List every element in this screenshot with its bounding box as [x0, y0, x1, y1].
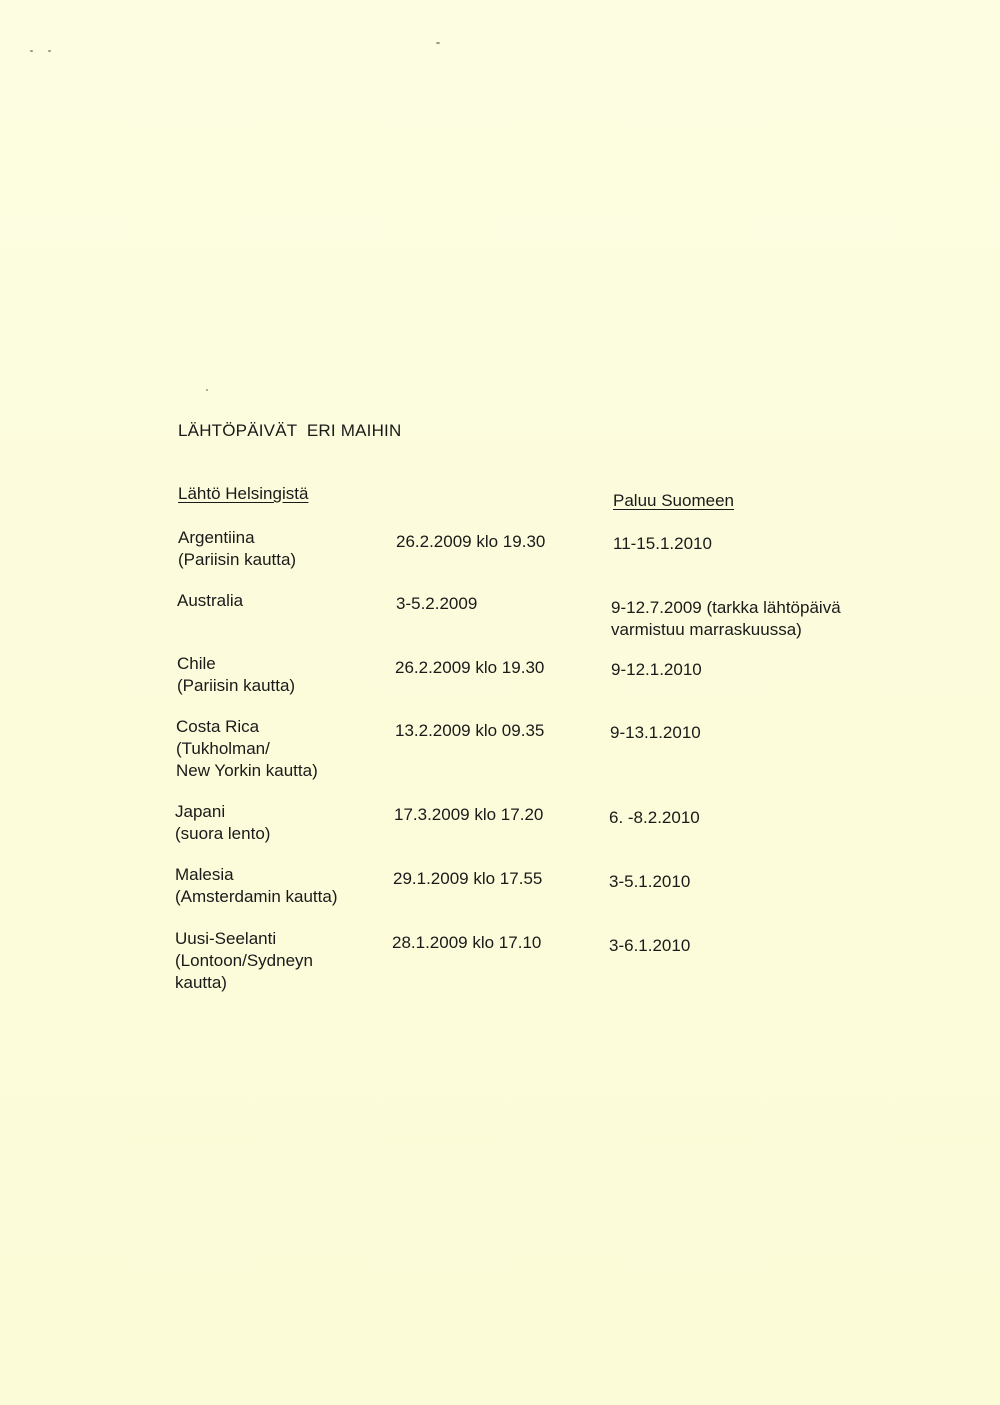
country-name: Chile — [177, 654, 216, 673]
country-cell — [178, 527, 296, 571]
country-name: Australia — [177, 591, 244, 610]
departure-cell: 26.2.2009 klo 19.30 — [395, 658, 545, 677]
departure-cell: 29.1.2009 klo 17.55 — [393, 869, 543, 888]
scan-speck — [48, 50, 51, 52]
route-note: (Pariisin kautta) — [178, 550, 297, 569]
route-note: (Amsterdamin kautta) — [175, 887, 338, 906]
return-cell: 11-15.1.2010 — [613, 534, 712, 553]
country-cell — [176, 716, 318, 782]
scan-speck — [206, 389, 208, 391]
route-note: kautta) — [175, 973, 227, 992]
country-cell — [177, 653, 295, 697]
departure-cell: 26.2.2009 klo 19.30 — [396, 532, 546, 551]
return-note: varmistuu marraskuussa) — [611, 620, 802, 639]
return-cell — [611, 597, 841, 641]
departure-cell: 13.2.2009 klo 09.35 — [395, 721, 545, 740]
departure-cell: 3-5.2.2009 — [396, 594, 478, 613]
departure-cell: 28.1.2009 klo 17.10 — [392, 933, 542, 952]
scan-speck — [436, 42, 440, 44]
departure-cell: 17.3.2009 klo 17.20 — [394, 805, 544, 824]
scan-speck — [30, 50, 33, 52]
country-name: Malesia — [175, 865, 234, 884]
country-name: Argentiina — [178, 528, 255, 547]
country-name: Costa Rica — [176, 717, 260, 736]
document-title: LÄHTÖPÄIVÄT ERI MAIHIN — [178, 421, 402, 440]
country-name: Uusi-Seelanti — [175, 929, 277, 948]
country-cell — [175, 928, 313, 994]
route-note: (Pariisin kautta) — [177, 676, 296, 695]
route-note: New Yorkin kautta) — [176, 761, 318, 780]
country-cell — [175, 801, 270, 845]
country-name: Japani — [175, 802, 226, 821]
return-cell: 3-6.1.2010 — [609, 936, 691, 955]
return-column-header: Paluu Suomeen — [613, 491, 734, 510]
departure-column-header: Lähtö Helsingistä — [178, 484, 309, 503]
return-cell: 3-5.1.2010 — [609, 872, 691, 891]
route-note: (Tukholman/ — [176, 739, 270, 758]
route-note: (suora lento) — [175, 824, 271, 843]
return-cell: 6. -8.2.2010 — [609, 808, 700, 827]
return-cell: 9-12.1.2010 — [611, 660, 702, 679]
return-date: 9-12.7.2009 (tarkka lähtöpäivä — [611, 598, 841, 617]
country-cell — [175, 864, 338, 908]
country-cell — [177, 590, 243, 612]
route-note: (Lontoon/Sydneyn — [175, 951, 313, 970]
return-cell: 9-13.1.2010 — [610, 723, 701, 742]
